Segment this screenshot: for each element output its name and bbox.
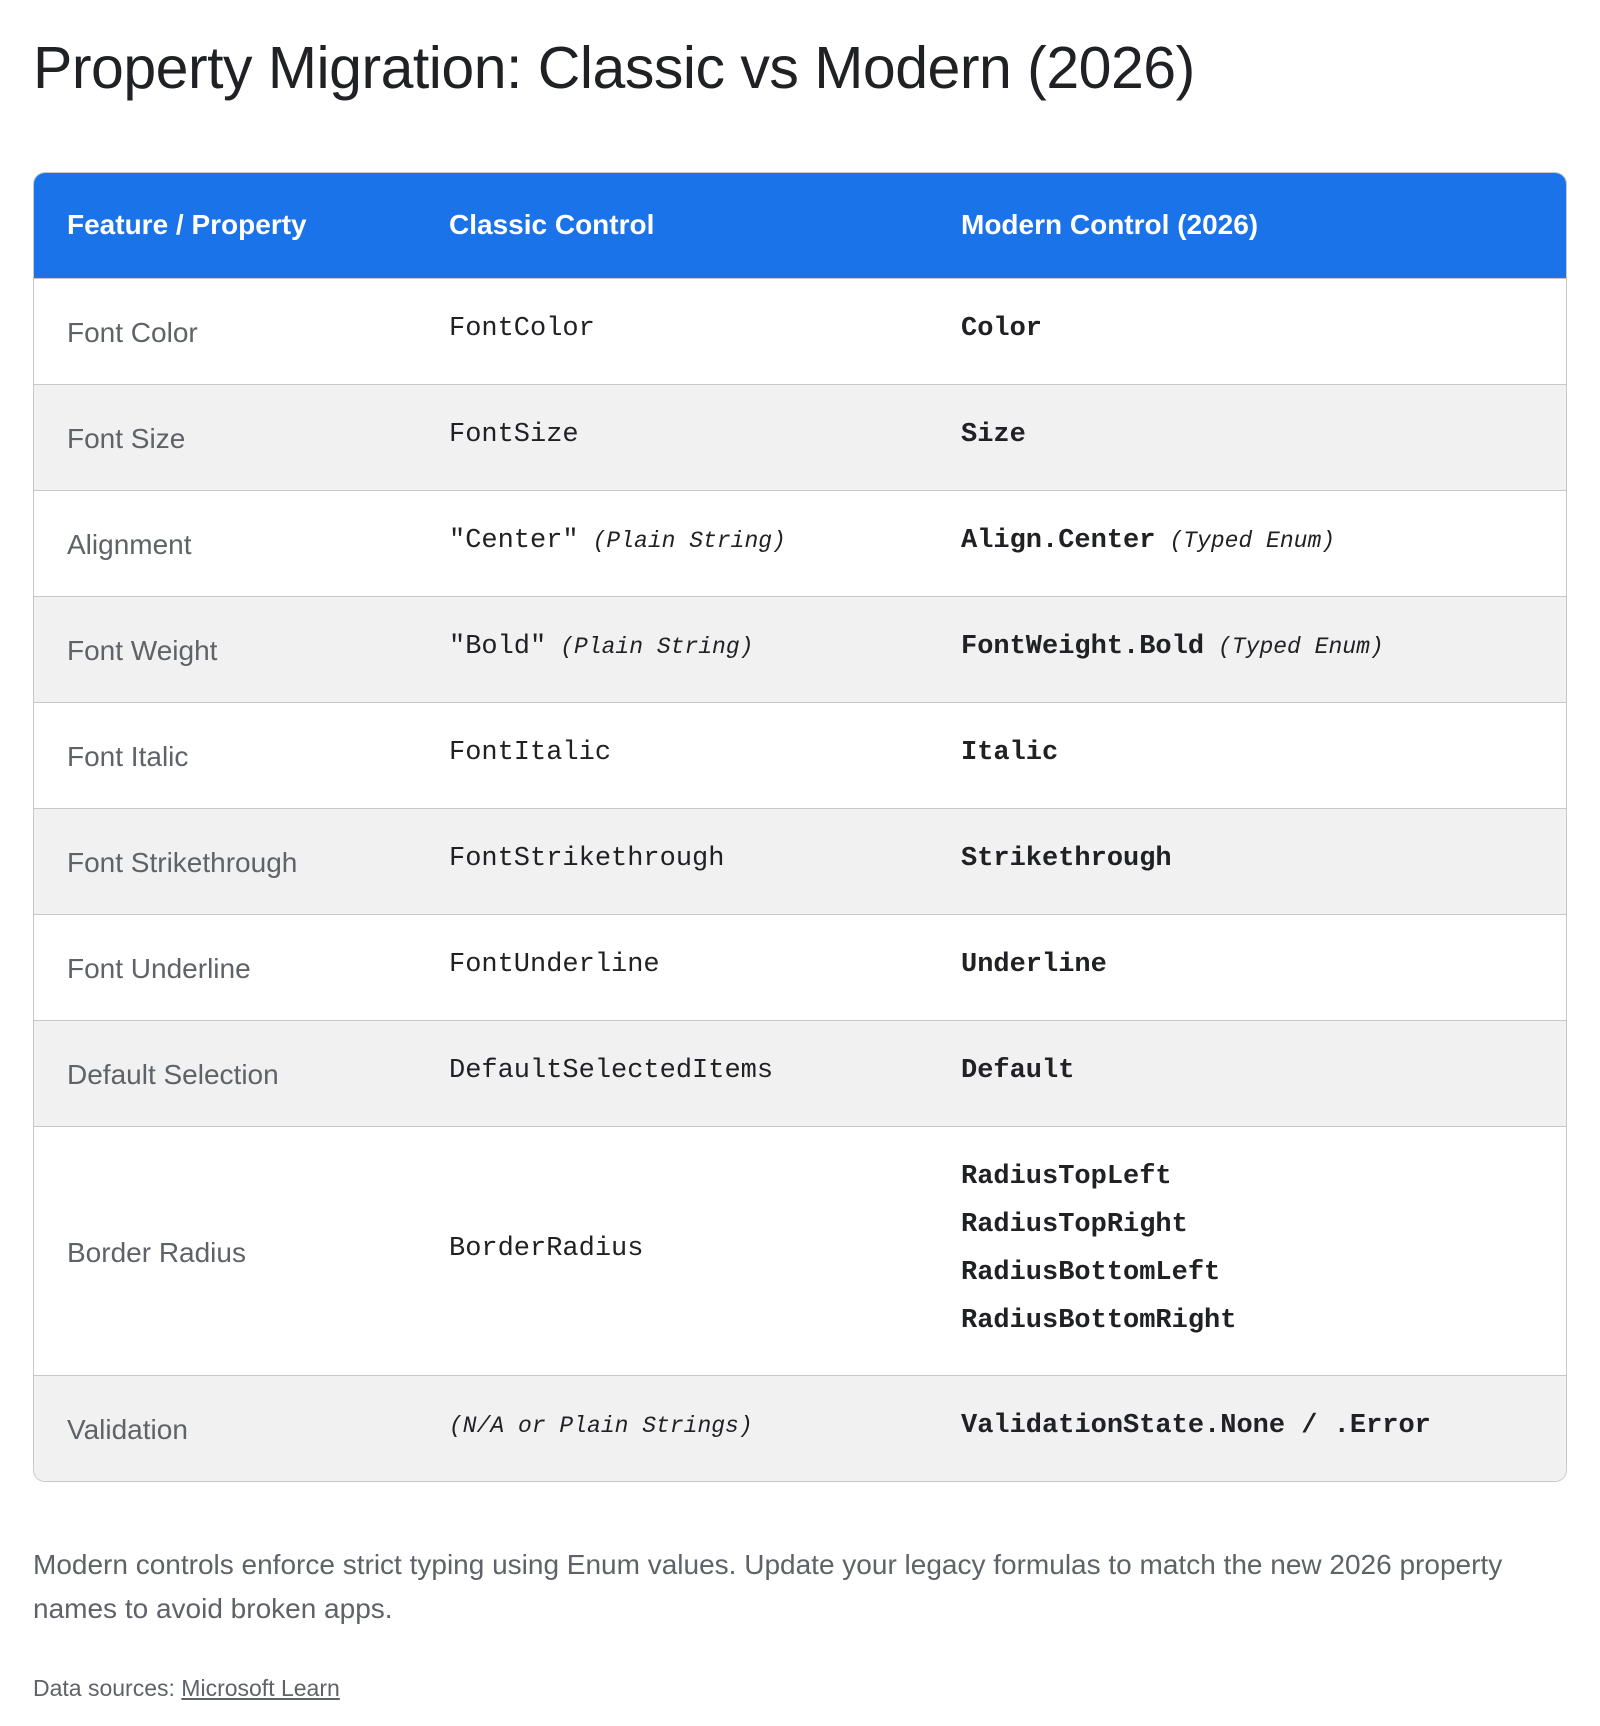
classic-code: "Center": [449, 526, 579, 556]
table-row: [34, 702, 1566, 808]
microsoft-learn-link[interactable]: Microsoft Learn: [181, 1675, 340, 1701]
table-row: [34, 914, 1566, 1020]
modern-code: Strikethrough: [961, 844, 1172, 874]
feature-cell: Default Selection: [67, 1059, 279, 1090]
classic-cell: [416, 1020, 928, 1126]
feature-cell: Font Strikethrough: [67, 847, 298, 878]
feature-cell: Font Italic: [67, 741, 189, 772]
modern-cell: [928, 278, 1566, 384]
header-modern: Modern Control (2026): [961, 209, 1259, 241]
table-row: [34, 1375, 1566, 1481]
classic-code: DefaultSelectedItems: [449, 1056, 774, 1086]
modern-note: (Typed Enum): [1169, 528, 1336, 554]
radius-item: RadiusBottomRight: [961, 1305, 1237, 1336]
feature-cell: Alignment: [67, 529, 192, 560]
classic-cell: [416, 596, 928, 702]
feature-cell: Font Underline: [67, 953, 251, 984]
migration-table: [34, 173, 1566, 1481]
modern-cell: [928, 914, 1566, 1020]
classic-cell: [416, 384, 928, 490]
classic-cell: [416, 490, 928, 596]
summary-text: Modern controls enforce strict typing using Enum values. Update your legacy formulas to match the new 2026 property names to avoid broken apps.: [33, 1549, 1503, 1624]
radius-item: RadiusTopLeft: [961, 1161, 1172, 1192]
sources-label: Data sources:: [33, 1675, 175, 1701]
modern-cell: [928, 1020, 1566, 1126]
feature-cell: Font Color: [67, 317, 198, 348]
modern-code: FontWeight.Bold: [961, 632, 1205, 662]
modern-code: ValidationState.None / .Error: [961, 1411, 1431, 1442]
radius-property-list: [961, 1153, 1566, 1345]
table-row: [34, 808, 1566, 914]
classic-cell: [416, 1375, 928, 1481]
page-title: Property Migration: Classic vs Modern (2026): [33, 35, 1195, 101]
classic-code: FontSize: [449, 420, 579, 450]
radius-item: RadiusTopRight: [961, 1209, 1188, 1240]
modern-cell: [928, 702, 1566, 808]
modern-code: Align.Center: [961, 526, 1156, 556]
classic-note: (N/A or Plain Strings): [449, 1413, 753, 1440]
classic-cell: [416, 702, 928, 808]
classic-note: (Plain String): [592, 528, 786, 554]
table-row: [34, 278, 1566, 384]
modern-cell: [928, 808, 1566, 914]
modern-code: Default: [961, 1056, 1075, 1086]
classic-cell: [416, 914, 928, 1020]
table-row: [34, 1020, 1566, 1126]
classic-note: (Plain String): [560, 634, 754, 660]
feature-cell: Validation: [67, 1414, 188, 1446]
feature-cell: Font Weight: [67, 635, 218, 666]
header-classic: Classic Control: [449, 209, 655, 241]
modern-cell: [928, 596, 1566, 702]
classic-cell: [416, 1126, 928, 1375]
modern-cell: [928, 1126, 1566, 1375]
table-row: [34, 384, 1566, 490]
modern-cell: [928, 1375, 1566, 1481]
migration-table-container: [33, 172, 1567, 1482]
classic-code: FontColor: [449, 314, 595, 344]
classic-cell: [416, 278, 928, 384]
feature-cell: Font Size: [67, 423, 186, 454]
classic-cell: [416, 808, 928, 914]
feature-cell: Border Radius: [67, 1236, 246, 1268]
modern-code: Color: [961, 314, 1043, 344]
table-row: [34, 596, 1566, 702]
classic-code: FontStrikethrough: [449, 844, 725, 874]
table-row: [34, 1126, 1566, 1375]
table-row: [34, 490, 1566, 596]
classic-code: FontUnderline: [449, 950, 660, 980]
radius-item: RadiusBottomLeft: [961, 1257, 1221, 1288]
modern-code: Size: [961, 420, 1026, 450]
modern-note: (Typed Enum): [1218, 634, 1384, 660]
modern-cell: [928, 490, 1566, 596]
page: [33, 30, 1567, 1701]
modern-code: Underline: [961, 950, 1107, 980]
table-header-row: [34, 173, 1566, 278]
modern-code: Italic: [961, 738, 1059, 768]
classic-code: BorderRadius: [449, 1233, 644, 1264]
modern-cell: [928, 384, 1566, 490]
header-feature: Feature / Property: [67, 209, 307, 241]
classic-code: "Bold": [449, 632, 547, 662]
data-sources: [33, 1675, 340, 1702]
classic-code: FontItalic: [449, 738, 612, 768]
